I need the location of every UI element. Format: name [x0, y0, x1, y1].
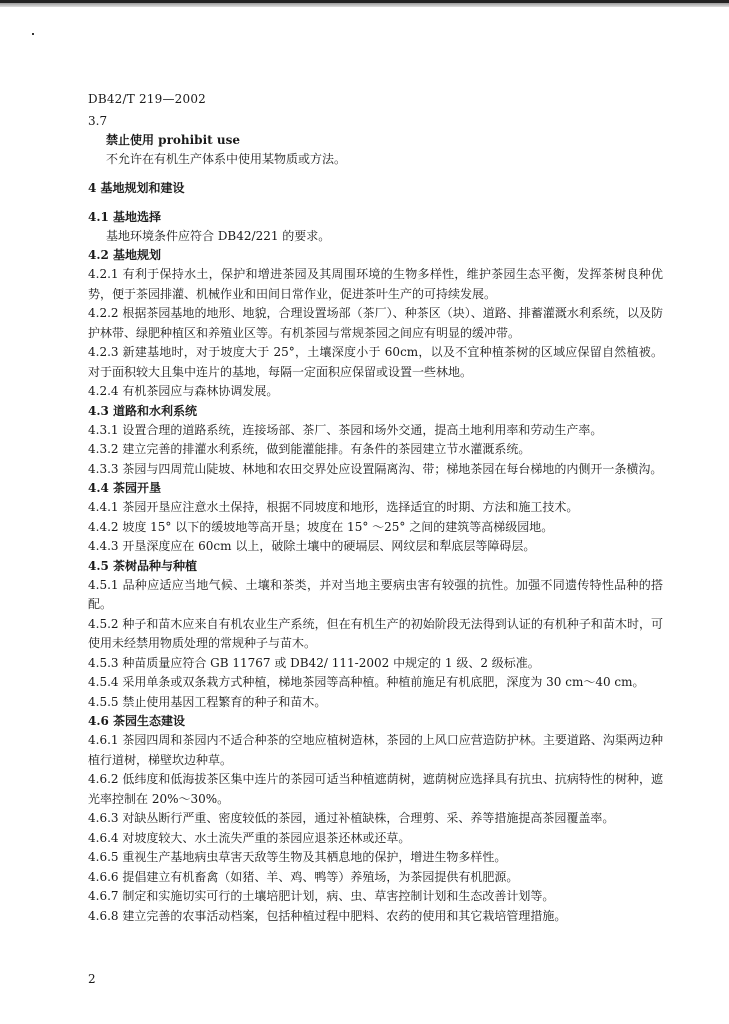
- clause-4-2-2: 4.2.2 根据茶园基地的地形、地貌，合理设置场部（茶厂）、种茶区（块）、道路、排蓄灌溉水利系统，以及防护林带、绿肥种植区和养殖业区等。有机茶园与常规茶园之间应有明显的缓冲带。: [88, 306, 663, 340]
- clause-4-4-3: 4.4.3 开垦深度应在 60cm 以上，破除土壤中的硬塥层、网纹层和犁底层等障碍层。: [88, 539, 536, 553]
- clause-4-2-4: 4.2.4 有机茶园应与森林协调发展。: [88, 384, 279, 398]
- clause-4-6-4: 4.6.4 对坡度较大、水土流失严重的茶园应退茶还林或还草。: [88, 830, 411, 845]
- clause-4-5-5: 4.5.5 禁止使用基因工程繁育的种子和苗木。: [88, 694, 327, 709]
- scan-speck: [32, 33, 34, 35]
- clause-4-6-5: 4.6.5 重视生产基地病虫草害天敌等生物及其栖息地的保护，增进生物多样性。: [88, 850, 507, 864]
- term-title: 禁止使用 prohibit use: [106, 133, 240, 147]
- section-4-5-heading: 4.5 茶树品种与种植: [88, 558, 198, 573]
- clause-4-6-1: 4.6.1 茶园四周和茶园内不适合种茶的空地应植树造林，茶园的上风口应营造防护林。主要道路、沟渠两边种植行道树，梯壁坎边种草。: [88, 733, 663, 767]
- clause-4-6-6: 4.6.6 提倡建立有机畜禽（如猪、羊、鸡、鸭等）养殖场，为茶园提供有机肥源。: [88, 869, 519, 884]
- clause-4-3-1: 4.3.1 设置合理的道路系统，连接场部、茶厂、茶园和场外交通，提高土地利用率和劳动生产率。: [88, 422, 603, 437]
- clause-4-3-3: 4.3.3 茶园与四周荒山陡坡、林地和农田交界处应设置隔离沟、带；梯地茶园在每台梯地的内侧开一条横沟。: [88, 461, 663, 476]
- term-number: 3.7: [88, 114, 108, 128]
- clause-4-6-7: 4.6.7 制定和实施切实可行的土壤培肥计划，病、虫、草害控制计划和生态改善计划等。: [88, 889, 555, 903]
- clause-4-6-2: 4.6.2 低纬度和低海拔茶区集中连片的茶园可适当种植遮荫树，遮荫树应选择具有抗虫、抗病特性的树种，遮光率控制在 20%～30%。: [88, 772, 663, 806]
- clause-4-2-1: 4.2.1 有利于保持水土，保护和增进茶园及其周围环境的生物多样性，维护茶园生态平衡，发挥茶树良种优势，便于茶园排灌、机械作业和田间日常作业，促进茶叶生产的可持续发展。: [88, 267, 663, 301]
- clause-4-6-8: 4.6.8 建立完善的农事活动档案，包括种植过程中肥料、农药的使用和其它栽培管理措施。: [88, 908, 567, 923]
- scan-top-border: [0, 0, 729, 7]
- clause-4-4-1: 4.4.1 茶园开垦应注意水土保持，根据不同坡度和地形，选择适宜的时期、方法和施工技术。: [88, 500, 579, 514]
- page-body: [88, 112, 663, 926]
- clause-4-4-2: 4.4.2 坡度 15° 以下的缓坡地等高开垦；坡度在 15° ～25° 之间的建筑等高梯级园地。: [88, 519, 554, 534]
- clause-4-5-3: 4.5.3 种苗质量应符合 GB 11767 或 DB42/ 111-2002 中规定的 1 级、2 级标准。: [88, 655, 540, 670]
- section-4-title: 4 基地规划和建设: [88, 181, 185, 195]
- clause-4-6-3: 4.6.3 对缺丛断行严重、密度较低的茶园，通过补植缺株，合理剪、采、养等措施提高茶园覆盖率。: [88, 811, 615, 825]
- section-4-1-text: 基地环境条件应符合 DB42/221 的要求。: [106, 229, 331, 243]
- clause-4-5-1: 4.5.1 品种应适应当地气候、土壤和茶类，并对当地主要病虫害有较强的抗性。加强不同遗传特性品种的搭配。: [88, 577, 663, 611]
- section-4-6-heading: 4.6 茶园生态建设: [88, 714, 186, 728]
- clause-4-5-2: 4.5.2 种子和苗木应来自有机农业生产系统，但在有机生产的初始阶段无法得到认证的有机种子和苗木时，可使用未经禁用物质处理的常规种子与苗木。: [88, 616, 663, 650]
- section-4-1-heading: 4.1 基地选择: [88, 210, 162, 224]
- clause-4-3-2: 4.3.2 建立完善的排灌水利系统，做到能灌能排。有条件的茶园建立节水灌溉系统。: [88, 442, 531, 456]
- document-id: DB42/T 219—2002: [88, 92, 207, 106]
- term-definition: 不允许在有机生产体系中使用某物质或方法。: [106, 152, 347, 166]
- section-4-4-heading: 4.4 茶园开垦: [88, 481, 162, 495]
- section-4-2-heading: 4.2 基地规划: [88, 248, 162, 262]
- clause-4-2-3: 4.2.3 新建基地时，对于坡度大于 25°，土壤深度小于 60cm，以及不宜种植茶树的区域应保留自然植被。对于面积较大且集中连片的基地，每隔一定面积应保留或设置一些林地。: [88, 345, 663, 379]
- section-4-3-heading: 4.3 道路和水利系统: [88, 403, 198, 418]
- clause-4-5-4: 4.5.4 采用单条或双条栽方式种植，梯地茶园等高种植。种植前施足有机底肥，深度为 30 cm～40 cm。: [88, 675, 645, 689]
- page-number: 2: [88, 972, 96, 986]
